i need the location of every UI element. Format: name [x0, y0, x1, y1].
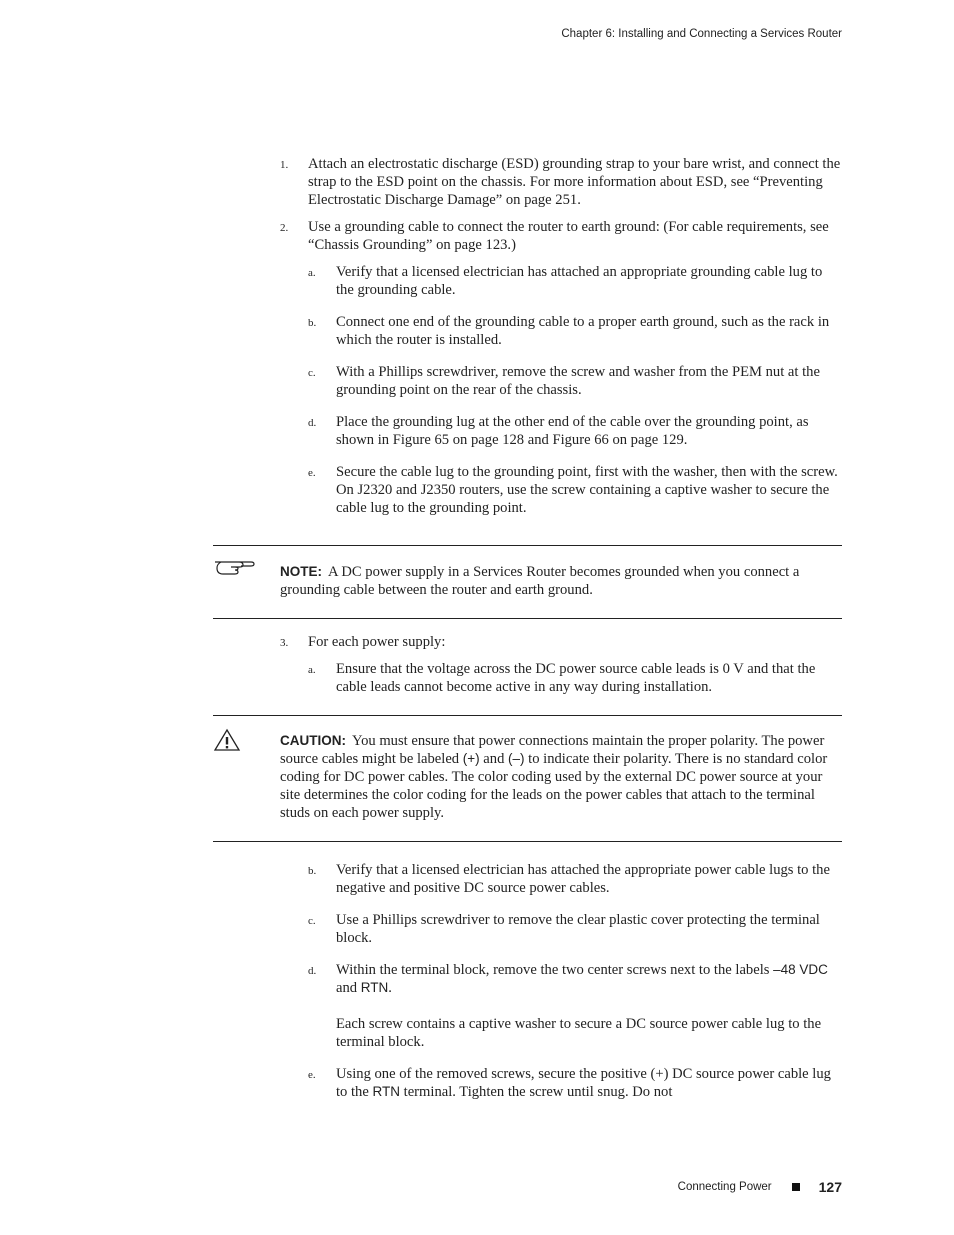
substep-2d — [280, 413, 842, 449]
substep-text: Connect one end of the grounding cable to a proper earth ground, such as the rack in which the router is installed. — [336, 314, 830, 348]
procedure-part-1 — [280, 155, 842, 531]
page-number: 127 — [818, 1179, 842, 1195]
substep-text-part: terminal. Tighten the screw until snug. Do not — [400, 1084, 673, 1100]
substep-letter: c. — [308, 367, 316, 379]
procedure-part-2 — [280, 633, 842, 710]
substep-letter: a. — [308, 664, 316, 676]
substep-text: Secure the cable lug to the grounding point, first with the washer, then with the screw. On J2320 and J2350 routers, use the screw containing a captive washer to secure the cable lug to the grounding point. — [336, 464, 838, 516]
substep-letter: b. — [308, 865, 317, 877]
substep-text: Ensure that the voltage across the DC power source cable leads is 0 V and that the cable leads cannot become active in any way during installation. — [336, 661, 816, 695]
label-rtn: RTN — [360, 980, 389, 995]
pointing-hand-icon — [213, 556, 255, 583]
step-number: 2. — [280, 222, 289, 234]
substep-letter: d. — [308, 965, 317, 977]
substep-text: Place the grounding lug at the other end of the cable over the grounding point, as shown in Figure 65 on page 128 and Figure 66 on page 129. — [336, 414, 809, 448]
step-number: 1. — [280, 159, 289, 171]
substep-letter: a. — [308, 267, 316, 279]
substep-3a — [280, 660, 842, 696]
square-bullet-icon — [792, 1183, 800, 1191]
footer-section: Connecting Power — [677, 1181, 772, 1193]
step-1 — [280, 155, 842, 209]
substep-text-part: Within the terminal block, remove the two center screws next to the labels — [336, 962, 774, 978]
warning-triangle-icon — [213, 728, 241, 757]
substep-3d — [280, 961, 842, 1051]
substep-3c — [280, 911, 842, 947]
substep-text — [336, 1065, 842, 1101]
caution-text-1: You must ensure that power connections maintain the proper polarity. The power source cables might be labeled — [280, 733, 825, 767]
step-text: For each power supply: — [308, 634, 446, 650]
substep-text: Verify that a licensed electrician has attached the appropriate power cable lugs to the negative and positive DC source power cables. — [336, 862, 830, 896]
step-text: Use a grounding cable to connect the router to earth ground: (For cable requirements, see “Chassis Grounding” on page 123.) — [308, 219, 829, 253]
step-3 — [280, 633, 842, 651]
note-label: NOTE: — [280, 564, 322, 579]
step-number: 3. — [280, 637, 289, 649]
substep-2b — [280, 313, 842, 349]
substep-2a — [280, 263, 842, 299]
substep-text-part: and — [336, 980, 361, 996]
substep-3b — [280, 861, 842, 897]
substep-paragraph: Each screw contains a captive washer to secure a DC source power cable lug to the terminal block. — [336, 1016, 822, 1050]
substep-letter: b. — [308, 317, 317, 329]
substep-letter: e. — [308, 467, 316, 479]
substep-2c — [280, 363, 842, 399]
substep-text-part: Using one of the removed screws, secure the positive (+) DC source power cable lug to the — [336, 1066, 831, 1100]
caution-label: CAUTION: — [280, 733, 346, 748]
caution-text-2: and — [479, 751, 509, 767]
label-rtn: RTN — [372, 1084, 400, 1099]
page-footer — [678, 1179, 842, 1195]
substep-text: With a Phillips screwdriver, remove the screw and washer from the PEM nut at the grounding point on the rear of the chassis. — [336, 364, 820, 398]
running-header: Chapter 6: Installing and Connecting a Services Router — [561, 28, 842, 40]
substep-letter: d. — [308, 417, 317, 429]
substep-2e — [280, 463, 842, 517]
step-2 — [280, 218, 842, 254]
note-text: A DC power supply in a Services Router becomes grounded when you connect a grounding cable between the router and earth ground. — [280, 564, 800, 598]
plus-label: (+) — [462, 751, 480, 766]
substep-letter: e. — [308, 1069, 316, 1081]
procedure-part-3 — [280, 861, 842, 1115]
caution-text-3: to indicate their polarity. There is no standard color coding for DC power cables. The color coding used by the external DC power source at your site determines the color coding for the leads on the power cables that attach to the terminal studs on each power supply. — [280, 751, 828, 821]
label-48vdc: –48 VDC — [773, 962, 828, 977]
substep-text: Verify that a licensed electrician has attached an appropriate grounding cable lug to the grounding cable. — [336, 264, 823, 298]
substep-letter: c. — [308, 915, 316, 927]
substep-text — [336, 961, 842, 997]
step-text: Attach an electrostatic discharge (ESD) grounding strap to your bare wrist, and connect the strap to the ESD point on the chassis. For more information about ESD, see “Preventing Electrostatic Discharge Damage” on page 251. — [308, 156, 841, 208]
caution-box — [213, 715, 842, 842]
substep-text: Use a Phillips screwdriver to remove the clear plastic cover protecting the terminal block. — [336, 912, 820, 946]
minus-label: (–) — [508, 751, 525, 766]
note-box — [213, 545, 842, 619]
substep-3e — [280, 1065, 842, 1101]
substep-text-part: . — [388, 980, 392, 996]
